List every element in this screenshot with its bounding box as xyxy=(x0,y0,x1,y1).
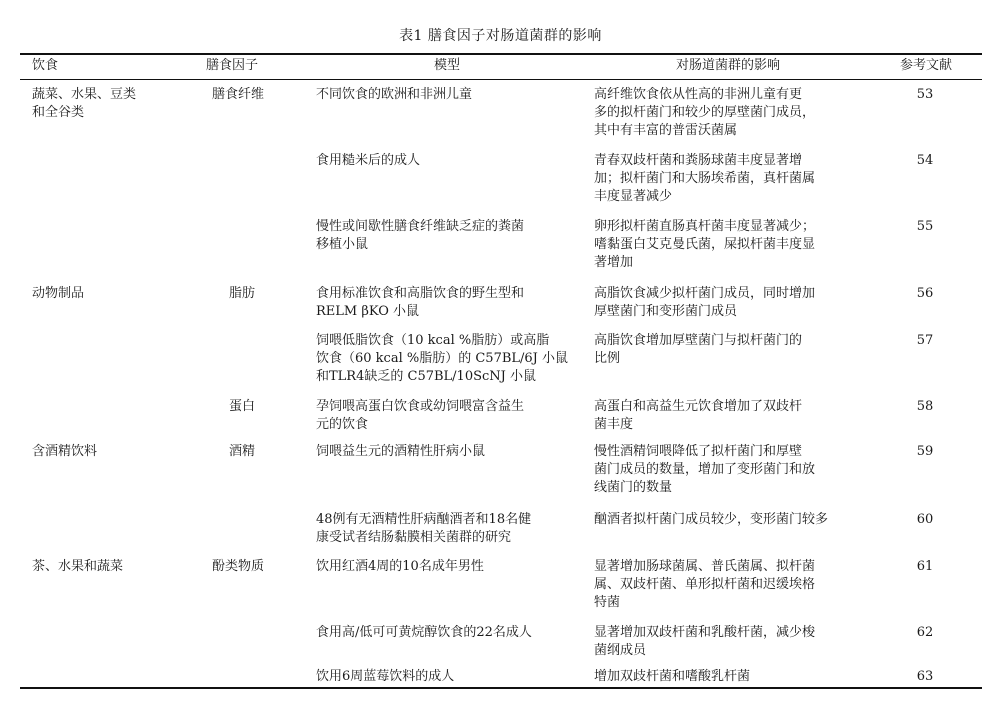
diet-cell: 动物制品 xyxy=(32,286,85,301)
table-caption: 表1 膳食因子对肠道菌群的影响 xyxy=(399,28,602,44)
effect-cell: 慢性酒精饲喂降低了拟杆菌门和厚壁 菌门成员的数量，增加了变形菌门和放 线菌门的数量 xyxy=(594,444,816,495)
model-cell: 不同饮食的欧洲和非洲儿童 xyxy=(316,87,473,102)
top-rule xyxy=(20,53,982,55)
effect-cell: 高蛋白和高益生元饮食增加了双歧杆 菌丰度 xyxy=(594,399,803,432)
model-cell: 饲喂益生元的酒精性肝病小鼠 xyxy=(316,444,486,459)
diet-cell: 蔬菜、水果、豆类 和全谷类 xyxy=(32,87,137,120)
diet-cell: 茶、水果和蔬菜 xyxy=(32,559,124,574)
factor-cell: 膳食纤维 xyxy=(212,87,265,102)
factor-cell: 酚类物质 xyxy=(212,559,265,574)
factor-cell: 酒精 xyxy=(228,444,255,459)
effect-cell: 高脂饮食增加厚壁菌门与拟杆菌门的 比例 xyxy=(594,333,803,366)
model-cell: 食用高/低可可黄烷醇饮食的22名成人 xyxy=(316,625,532,640)
model-cell: 饮用6周蓝莓饮料的成人 xyxy=(316,669,455,684)
effect-cell: 高纤维饮食依从性高的非洲儿童有更 多的拟杆菌门和较少的厚壁菌门成员， 其中有丰富的普雷沃菌属 xyxy=(594,87,816,138)
model-cell: 慢性或间歇性膳食纤维缺乏症的粪菌 移植小鼠 xyxy=(316,219,525,252)
reference-cell: 57 xyxy=(916,333,934,348)
effect-cell: 高脂饮食减少拟杆菌门成员，同时增加 厚壁菌门和变形菌门成员 xyxy=(594,286,816,319)
reference-cell: 61 xyxy=(916,559,934,574)
model-cell: 饮用红酒4周的10名成年男性 xyxy=(316,559,484,574)
header-model: 模型 xyxy=(433,58,460,73)
model-cell: 食用标准饮食和高脂饮食的野生型和 RELM βKO 小鼠 xyxy=(316,286,525,319)
bottom-rule xyxy=(20,687,982,689)
reference-cell: 63 xyxy=(916,669,934,684)
header-diet: 饮食 xyxy=(32,58,59,73)
effect-cell: 显著增加肠球菌属、普氏菌属、拟杆菌 属、双歧杆菌、单形拟杆菌和迟缓埃格 特菌 xyxy=(594,559,816,610)
reference-cell: 53 xyxy=(916,87,934,102)
header-factor: 膳食因子 xyxy=(206,58,259,73)
reference-cell: 54 xyxy=(916,153,934,168)
header-effect: 对肠道菌群的影响 xyxy=(675,58,780,73)
header-reference: 参考文献 xyxy=(899,58,952,73)
effect-cell: 增加双歧杆菌和嗜酸乳杆菌 xyxy=(594,669,751,684)
reference-cell: 60 xyxy=(916,512,934,527)
header-rule xyxy=(20,79,982,80)
effect-cell: 卵形拟杆菌直肠真杆菌丰度显著减少； 嗜黏蛋白艾克曼氏菌，屎拟杆菌丰度显 著增加 xyxy=(594,219,816,270)
effect-cell: 酗酒者拟杆菌门成员较少，变形菌门较多 xyxy=(594,512,829,527)
model-cell: 食用糙米后的成人 xyxy=(316,153,421,168)
model-cell: 饲喂低脂饮食（10 kcal %脂肪）或高脂 饮食（60 kcal %脂肪）的 C57BL/6J 小鼠 和TLR4缺乏的 C57BL/10ScNJ 小鼠 xyxy=(316,333,569,384)
effect-cell: 显著增加双歧杆菌和乳酸杆菌，减少梭 菌纲成员 xyxy=(594,625,816,658)
reference-cell: 56 xyxy=(916,286,934,301)
reference-cell: 55 xyxy=(916,219,934,234)
factor-cell: 脂肪 xyxy=(228,286,255,301)
model-cell: 48例有无酒精性肝病酗酒者和18名健 康受试者结肠黏膜相关菌群的研究 xyxy=(316,512,532,545)
effect-cell: 青春双歧杆菌和粪肠球菌丰度显著增 加；拟杆菌门和大肠埃希菌，真杆菌属 丰度显著减少 xyxy=(594,153,816,204)
reference-cell: 59 xyxy=(916,444,934,459)
diet-cell: 含酒精饮料 xyxy=(32,444,98,459)
model-cell: 孕饲喂高蛋白饮食或幼饲喂富含益生 元的饮食 xyxy=(316,399,525,432)
reference-cell: 58 xyxy=(916,399,934,414)
reference-cell: 62 xyxy=(916,625,934,640)
factor-cell: 蛋白 xyxy=(228,399,255,414)
